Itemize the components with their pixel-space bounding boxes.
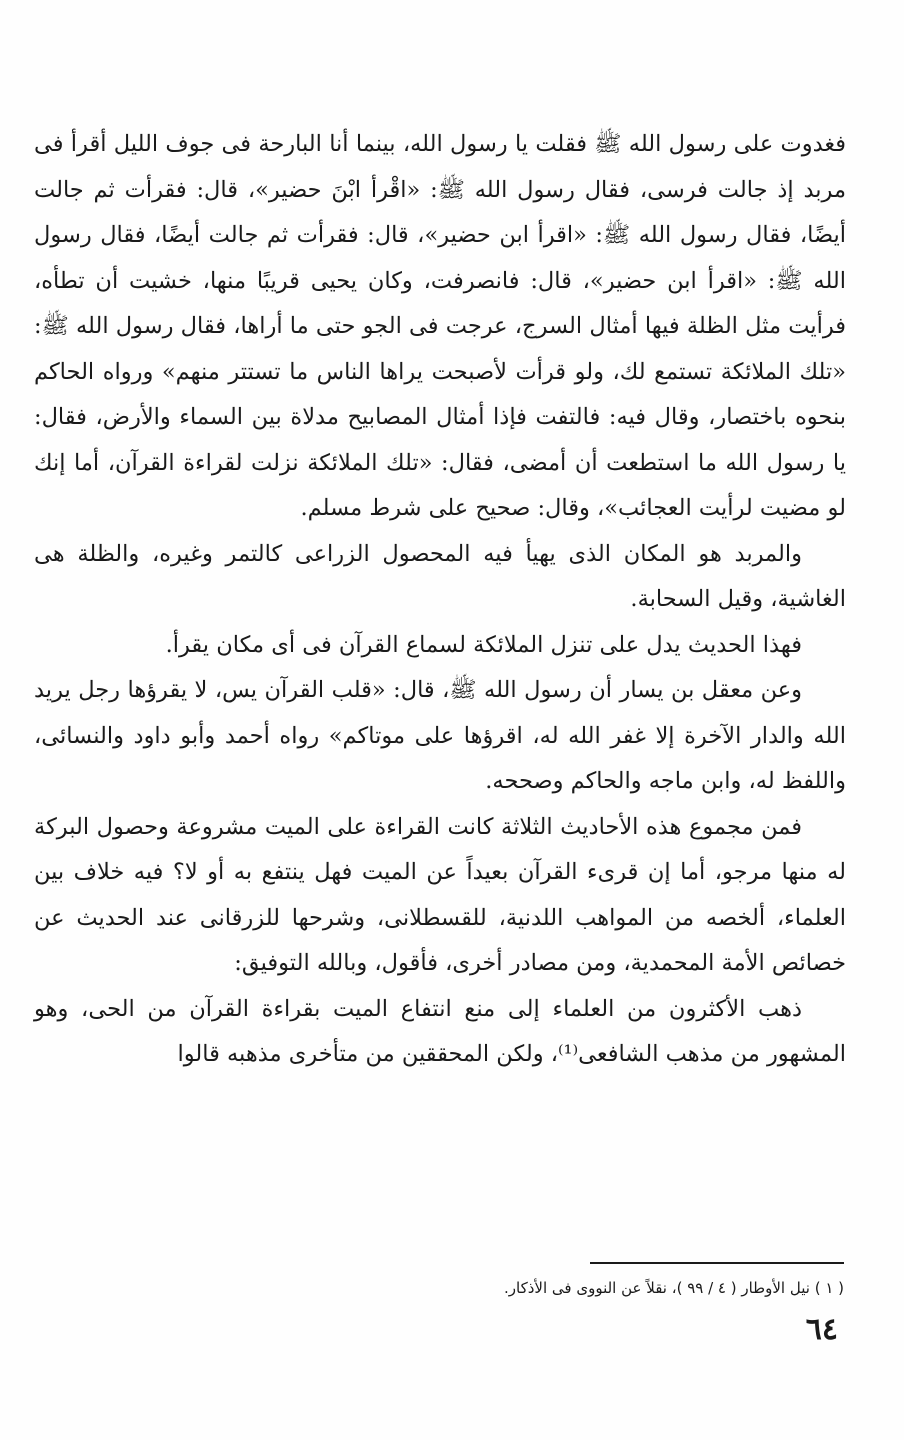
paragraph-hadith-usayd: فغدوت على رسول الله ﷺ فقلت يا رسول الله، بينما أنا البارحة فى جوف الليل أقرأ فى مربد إذ جالت فرسى، فقال رسول الله ﷺ: «اقْرأ ابْنَ حضير»، قال: فقرأت ثم جالت أيضًا، فقال رسول الله ﷺ: «اقرأ ابن حضير»، قال: فقرأت ثم جالت أيضًا، فقال رسول الله ﷺ: «اقرأ ابن حضير»، قال: فانصرفت، وكان يحيى قريبًا منها، خشيت أن تطأه، فرأيت مثل الظلة فيها أمثال السرج، عرجت فى الجو حتى ما أراها، فقال رسول الله ﷺ: «تلك الملائكة تستمع لك، ولو قرأت لأصبحت يراها الناس ما تستتر منهم» ورواه الحاكم بنحوه باختصار، وقال فيه: فالتفت فإذا أمثال المصابيح مدلاة بين السماء والأرض، فقال: يا رسول الله ما استطعت أن أمضى، فقال: «تلك الملائكة نزلت لقراءة القرآن، أما إنك لو مضيت لرأيت العجائب»، وقال: صحيح على شرط مسلم. [34, 131, 846, 521]
paragraph-reading-on-dead: فمن مجموع هذه الأحاديث الثلاثة كانت القراءة على الميت مشروعة وحصول البركة له منها مرجو، أما إن قرىء القرآن بعيداً عن الميت فهل ينتفع به أو لا؟ فيه خلاف بين العلماء، ألخصه من المواهب اللدنية، للقسطلانى، وشرحها للزرقانى عند الحديث عن خصائص الأمة المحمدية، ومن مصادر أخرى، فأقول، وبالله التوفيق: [34, 813, 846, 976]
paragraph-hadith-yasin: وعن معقل بن يسار أن رسول الله ﷺ، قال: «قلب القرآن يس، لا يقرؤها رجل يريد الله والدار الآخرة إلا غفر الله له، اقرؤها على موتاكم» رواه أحمد وأبو داود والنسائى، واللفظ له، وابن ماجه والحاكم وصححه. [34, 677, 846, 794]
paragraph-mirbad-definition: والمربد هو المكان الذى يهيأ فيه المحصول الزراعى كالتمر وغيره، والظلة هى الغاشية، وقيل السحابة. [34, 540, 846, 612]
paragraph-scholars-opinion: ذهب الأكثرون من العلماء إلى منع انتفاع الميت بقراءة القرآن من الحى، وهو المشهور من مذهب الشافعى⁽¹⁾، ولكن المحققين من متأخرى مذهبه قالوا [34, 995, 846, 1067]
page-number: ٦٤ [805, 1312, 838, 1347]
footnote: ( ١ ) نيل الأوطار ( ٤ / ٩٩ )، نقلاً عن النووى فى الأذكار. [504, 1279, 844, 1297]
paragraph-angels-descend: فهذا الحديث يدل على تنزل الملائكة لسماع القرآن فى أى مكان يقرأ. [165, 631, 802, 658]
footnote-divider [590, 1262, 844, 1264]
main-text [34, 122, 846, 1078]
